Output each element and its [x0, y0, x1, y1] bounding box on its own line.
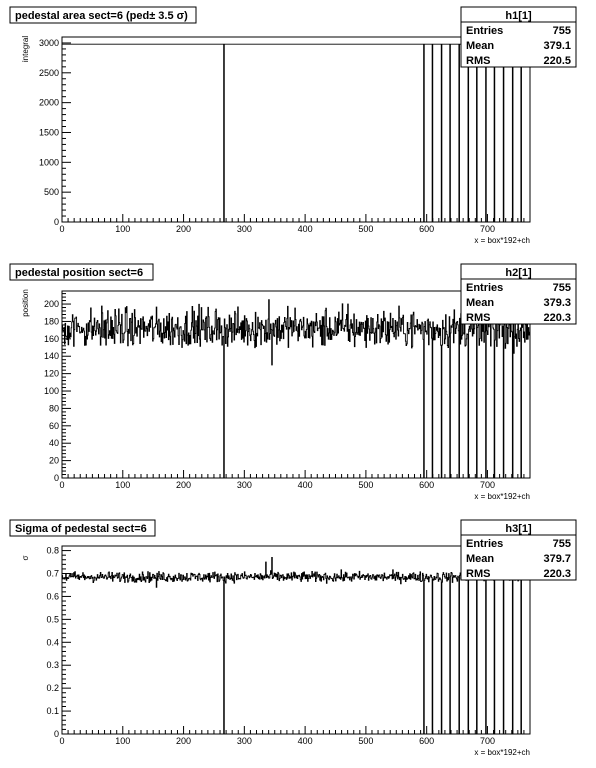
- y-axis: [21, 289, 71, 483]
- x-tick-label: 300: [236, 736, 252, 746]
- y-tick-label: 180: [43, 316, 59, 327]
- y-tick-label: 500: [43, 187, 59, 198]
- y-tick-label: 0.3: [46, 660, 59, 671]
- x-tick-label: 200: [176, 224, 192, 234]
- x-tick-label: 400: [297, 224, 313, 234]
- y-tick-label: 20: [48, 455, 59, 466]
- y-tick-label: 0.7: [46, 568, 59, 579]
- y-tick-label: 0.2: [46, 683, 59, 694]
- x-axis-title: x = box*192+ch: [474, 492, 530, 501]
- chart-title: pedestal position sect=6: [15, 267, 144, 279]
- y-tick-label: 120: [43, 368, 59, 379]
- y-tick-label: 0.4: [46, 637, 59, 648]
- x-tick-label: 200: [176, 480, 192, 490]
- stats-value: 379.7: [543, 553, 571, 565]
- y-tick-label: 0.1: [46, 706, 59, 717]
- stats-value: 379.1: [543, 40, 571, 52]
- stats-value: 220.3: [543, 568, 571, 580]
- stats-label: Entries: [466, 282, 504, 294]
- x-tick-label: 200: [176, 736, 192, 746]
- y-axis-title: σ: [21, 555, 30, 561]
- x-tick-label: 700: [479, 224, 495, 234]
- x-tick-label: 600: [419, 736, 435, 746]
- x-axis-title: x = box*192+ch: [474, 748, 530, 757]
- y-tick-label: 1500: [38, 127, 59, 138]
- stats-label: Mean: [466, 40, 495, 52]
- y-tick-label: 0.6: [46, 591, 59, 602]
- x-tick-label: 500: [358, 480, 374, 490]
- stats-box: [461, 7, 576, 67]
- y-tick-label: 3000: [38, 37, 59, 48]
- y-tick-label: 0: [53, 473, 59, 483]
- x-tick-label: 100: [115, 224, 131, 234]
- y-tick-label: 0.8: [46, 545, 59, 556]
- x-tick-label: 700: [479, 480, 495, 490]
- x-tick-label: 600: [419, 480, 435, 490]
- chart-title: Sigma of pedestal sect=6: [15, 523, 147, 535]
- x-axis-title: x = box*192+ch: [474, 236, 530, 245]
- histogram-line: [62, 44, 530, 222]
- x-tick-label: 300: [236, 480, 252, 490]
- y-axis: [21, 546, 71, 739]
- y-tick-label: 2500: [38, 67, 59, 78]
- y-tick-label: 2000: [38, 97, 59, 108]
- y-tick-label: 80: [48, 403, 59, 414]
- histogram-panel-3: [10, 520, 576, 757]
- x-tick-label: 300: [236, 224, 252, 234]
- y-tick-label: 0: [53, 217, 59, 227]
- stats-box: [461, 264, 576, 324]
- x-tick-label: 0: [59, 736, 65, 746]
- y-axis: [21, 36, 71, 227]
- histogram-line: [62, 300, 530, 478]
- y-axis-title: integral: [21, 35, 30, 63]
- y-tick-label: 0: [53, 729, 59, 739]
- stats-histogram-name: h1[1]: [505, 10, 532, 22]
- y-tick-label: 40: [48, 438, 59, 449]
- stats-label: RMS: [466, 568, 491, 580]
- x-tick-label: 400: [297, 480, 313, 490]
- y-tick-label: 160: [43, 333, 59, 344]
- x-tick-label: 0: [59, 224, 65, 234]
- stats-label: RMS: [466, 55, 491, 67]
- y-tick-label: 100: [43, 386, 59, 397]
- y-tick-label: 140: [43, 351, 59, 362]
- x-tick-label: 500: [358, 736, 374, 746]
- chart-title: pedestal area sect=6 (ped± 3.5 σ): [15, 10, 188, 22]
- x-tick-label: 400: [297, 736, 313, 746]
- x-tick-label: 0: [59, 480, 65, 490]
- stats-value: 379.3: [543, 297, 571, 309]
- x-tick-label: 700: [479, 736, 495, 746]
- stats-value: 220.5: [543, 55, 571, 67]
- histogram-panel-2: [10, 264, 576, 501]
- y-tick-label: 60: [48, 420, 59, 431]
- x-tick-label: 100: [115, 736, 131, 746]
- stats-label: Mean: [466, 297, 495, 309]
- histogram-line: [62, 557, 530, 734]
- y-tick-label: 200: [43, 299, 59, 310]
- stats-box: [461, 520, 576, 580]
- y-axis-title: position: [21, 289, 30, 317]
- x-tick-label: 500: [358, 224, 374, 234]
- stats-label: RMS: [466, 312, 491, 324]
- stats-histogram-name: h2[1]: [505, 267, 532, 279]
- stats-value: 755: [552, 25, 571, 37]
- stats-label: Mean: [466, 553, 495, 565]
- histogram-panel-1: [10, 7, 576, 245]
- stats-value: 755: [552, 282, 571, 294]
- x-tick-label: 100: [115, 480, 131, 490]
- x-tick-label: 600: [419, 224, 435, 234]
- stats-histogram-name: h3[1]: [505, 523, 532, 535]
- stats-value: 220.3: [543, 312, 571, 324]
- stats-label: Entries: [466, 538, 504, 550]
- stats-value: 755: [552, 538, 571, 550]
- y-tick-label: 1000: [38, 157, 59, 168]
- stats-label: Entries: [466, 25, 504, 37]
- y-tick-label: 0.5: [46, 614, 59, 625]
